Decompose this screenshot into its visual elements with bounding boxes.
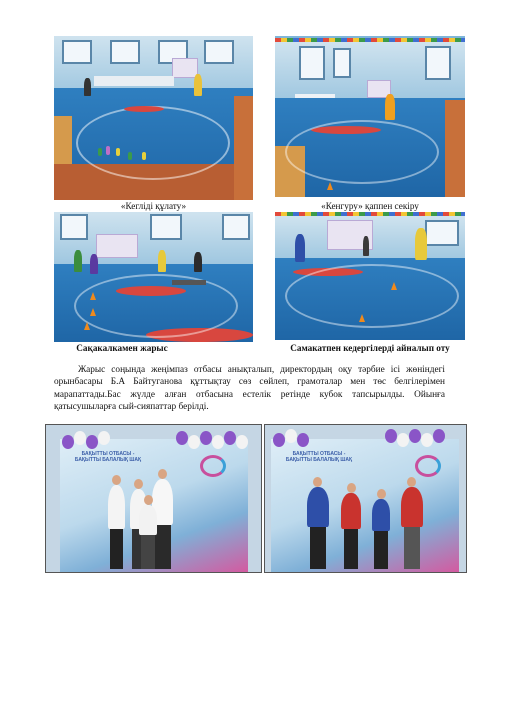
stand-slogan-left: БАҚЫТТЫ ОТБАСЫ - БАҚЫТТЫ БАЛАЛЫҚ ШАҚ: [74, 451, 142, 463]
photo-scooter-obstacles: [275, 212, 465, 340]
photo-family-group-right: [264, 424, 467, 573]
photo-family-group-left: [45, 424, 262, 573]
stand-slogan-right: БАҚЫТТЫ ОТБАСЫ - БАҚЫТТЫ БАЛАЛЫҚ ШАҚ: [285, 451, 353, 463]
body-paragraph: Жарыс соңында жеңімпаз отбасы анықталып, директордың оқу тәрбие ісі жөніндегі орынбасары Б.А Байтуганова құттықтау сөз сөйлеп, грамоталар мен төс белгілерімен марапаттады.Бас жүлде алған отбасына естелік ретінде кубок тапсырылды. Ойынға қатысушыларға сый-сияпаттар берілді.: [54, 365, 445, 413]
caption-hobby-horse-race: Сақакалкамен жарыс: [76, 343, 168, 353]
photo-hobby-horse-race: [54, 212, 253, 342]
caption-kangaroo-jump: «Кенгуру» қаппен секіру: [321, 201, 419, 211]
photo-bowling: [54, 36, 253, 200]
stand-logo-left: [200, 455, 226, 477]
caption-bowling: «Кегліді құлату»: [120, 201, 187, 211]
caption-scooter-obstacles: Самакатпен кедергілерді айналып оту: [290, 343, 450, 353]
stand-logo-right: [415, 455, 441, 477]
photo-kangaroo-jump: [275, 36, 465, 197]
